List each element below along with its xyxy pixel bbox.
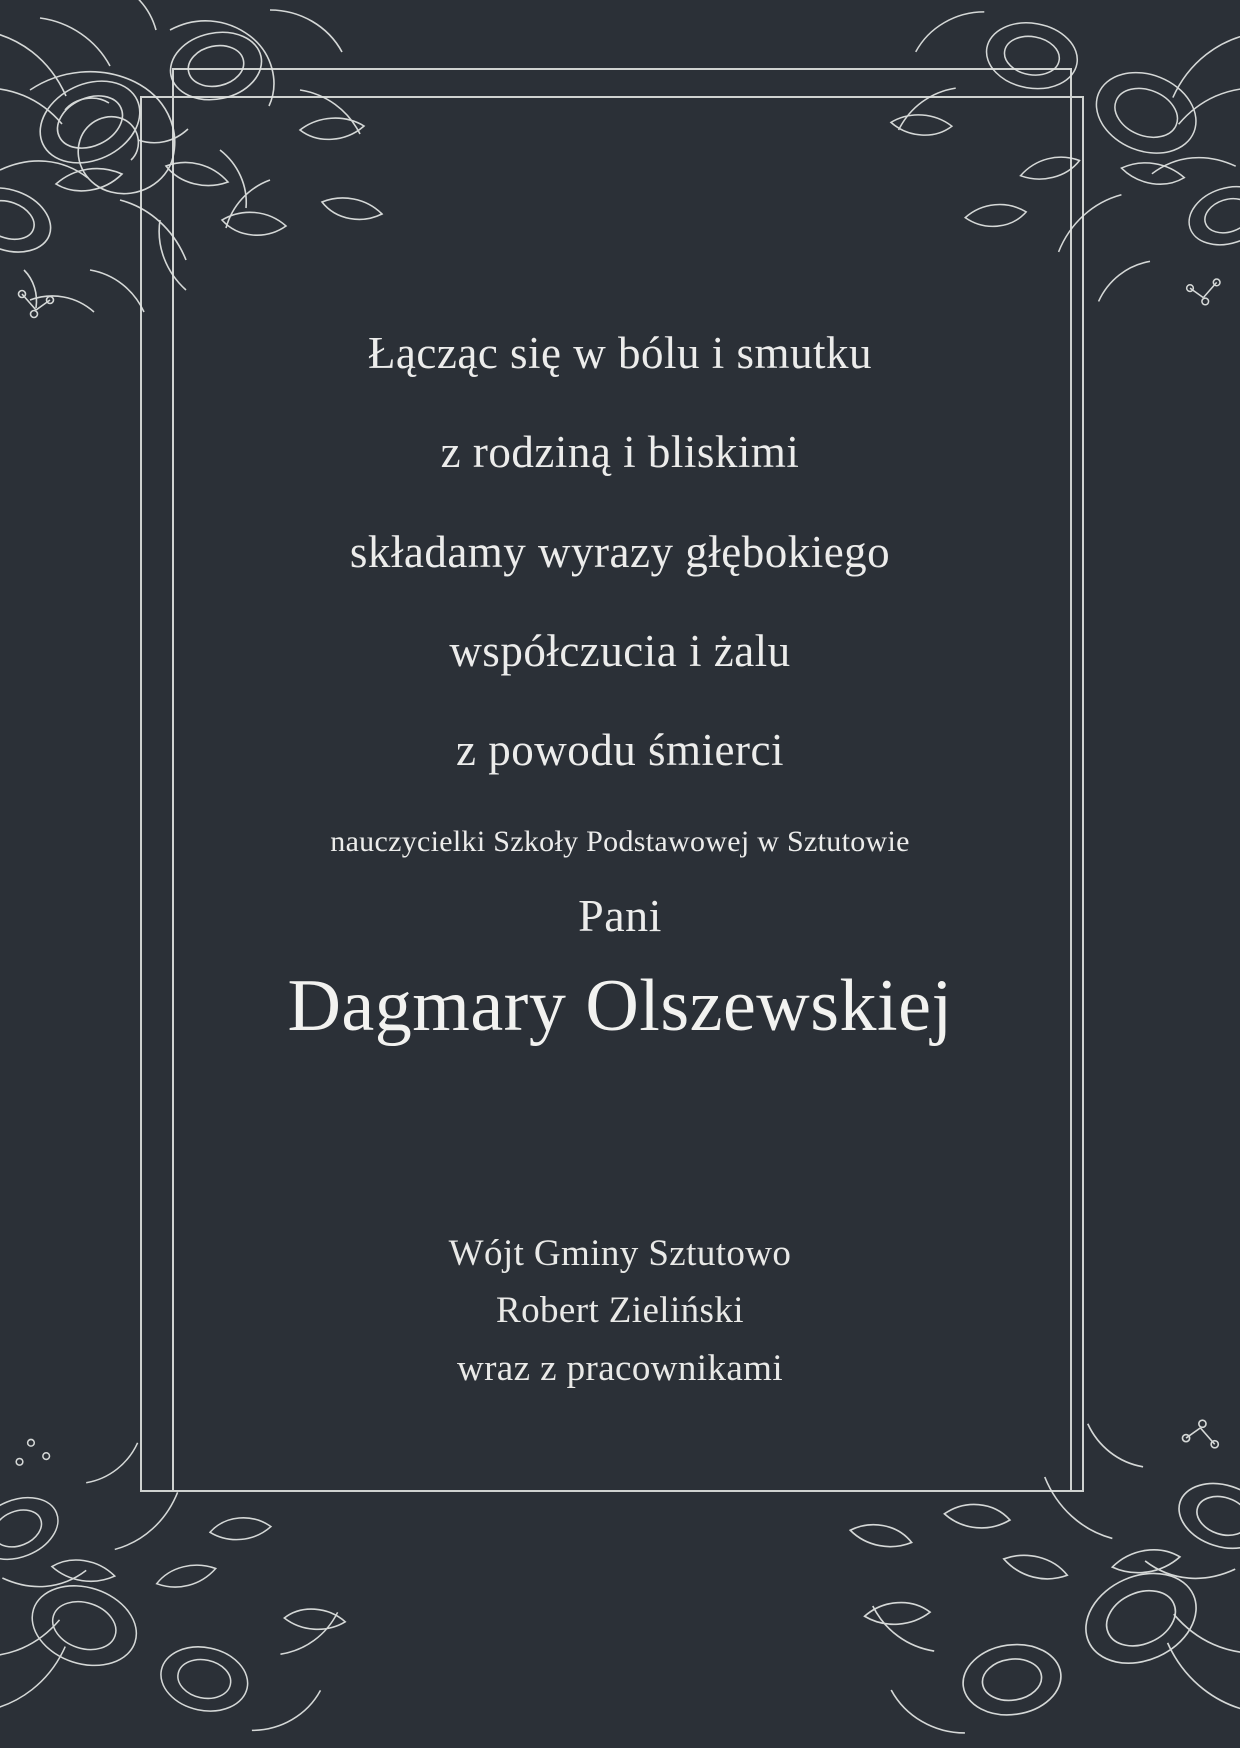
message-line-4: współczucia i żalu — [449, 625, 791, 676]
message-line-1: Łącząc się w bólu i smutku — [367, 328, 873, 378]
signature-line-3: wraz z pracownikami — [456, 1347, 784, 1389]
message-line-3: składamy wyrazy głębokiego — [349, 526, 891, 577]
deceased-name: Dagmary Olszewskiej — [287, 965, 953, 1048]
floral-corner-icon — [840, 1348, 1240, 1748]
signature-line-2: Robert Zieliński — [496, 1290, 744, 1332]
floral-corner-icon — [870, 0, 1240, 370]
condolence-message — [180, 330, 1060, 1047]
message-line-5: z powodu śmierci — [456, 725, 784, 775]
floral-corner-icon — [0, 1378, 370, 1748]
signature-line-1: Wójt Gminy Sztutowo — [448, 1233, 792, 1274]
honorific: Pani — [578, 889, 662, 941]
signature-block — [180, 1225, 1060, 1397]
deceased-role: nauczycielki Szkoły Podstawowej w Sztutowie — [330, 825, 910, 859]
message-line-2: z rodziną i bliskimi — [440, 427, 800, 478]
